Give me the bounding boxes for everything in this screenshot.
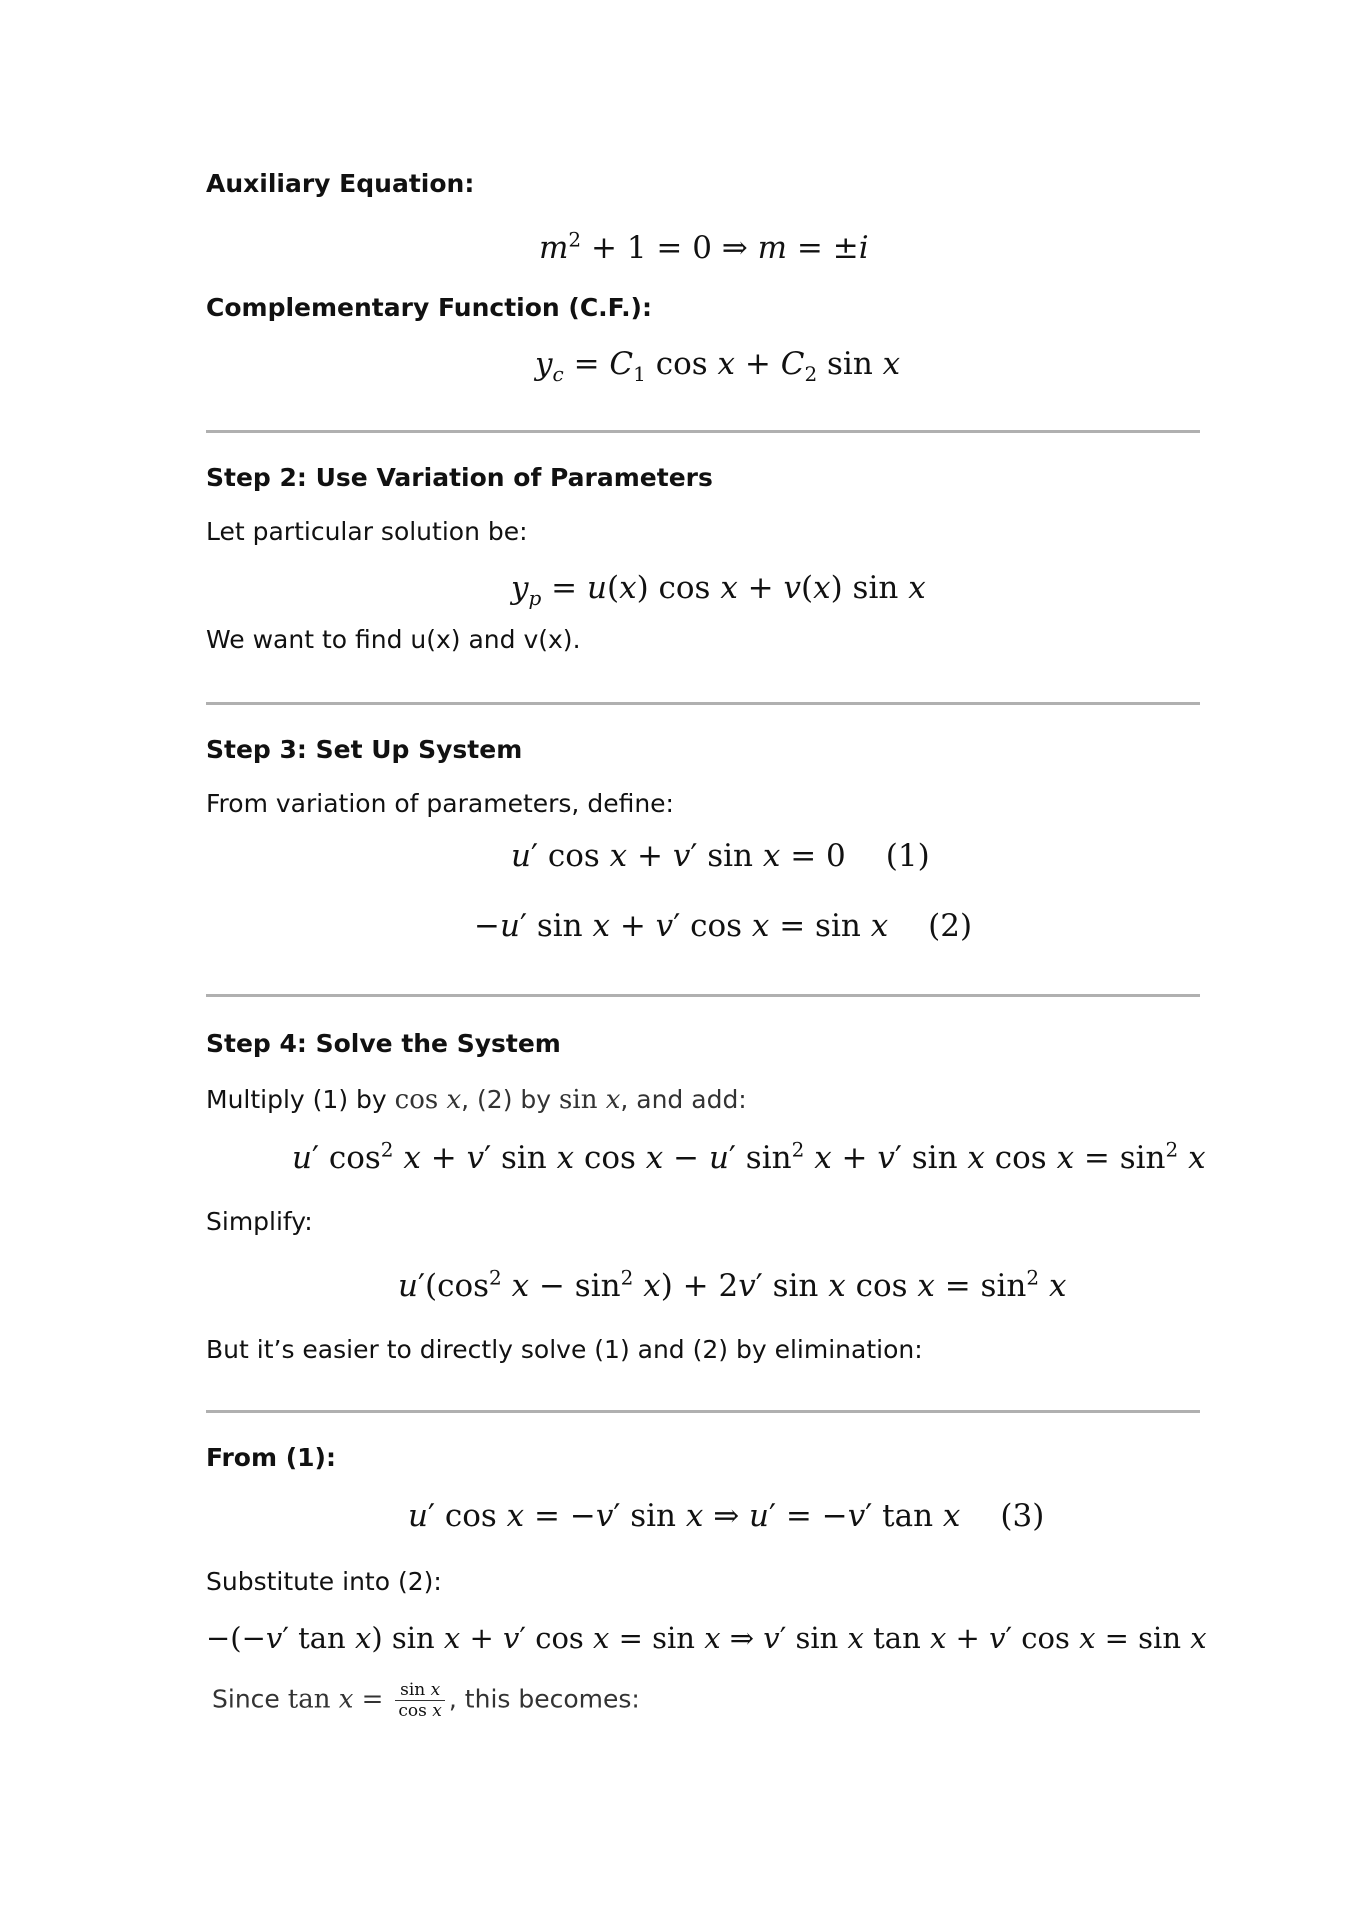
- divider: [206, 702, 1200, 705]
- text-comma: ,: [448, 1684, 457, 1714]
- text-let-particular: Let particular solution be:: [206, 517, 528, 546]
- text-multiply-suffix: , and add:: [620, 1085, 747, 1114]
- text-multiply-mid: , (2) by: [461, 1085, 560, 1114]
- text-since-prefix: Since: [212, 1684, 280, 1714]
- text-substitute: Substitute into (2):: [206, 1567, 442, 1596]
- equation-tag-2: (2): [928, 908, 973, 944]
- equation-substituted: −(−v′ tan x) sin x + v′ cos x = sin x ⇒ v′ sin x tan x + v′ cos x = sin x: [206, 1621, 1207, 1655]
- equation-tag-3: (3): [1000, 1498, 1045, 1534]
- fraction-denominator: cos x: [398, 1701, 442, 1721]
- equation-complementary: $y_c = C_1$ $\cos x + C_2$ sin x: [535, 346, 901, 387]
- equation-from-1: u′ cos x = −v′ sin x ⇒ u′ = −v′ tan x (3): [408, 1498, 1045, 1534]
- fraction-sin-over-cos: [395, 1680, 444, 1721]
- heading-complementary-function: Complementary Function (C.F.):: [206, 293, 652, 322]
- text-from-variation: From variation of parameters, define:: [206, 789, 674, 818]
- text-since-suffix: this becomes:: [456, 1684, 640, 1714]
- fraction-numerator: sin x: [395, 1680, 444, 1701]
- text-simplify: Simplify:: [206, 1207, 313, 1236]
- text-multiply: [206, 1084, 747, 1116]
- divider: [206, 430, 1200, 433]
- text-since: [212, 1680, 640, 1721]
- heading-step-4: Step 4: Solve the System: [206, 1029, 561, 1058]
- text-want-find: We want to find u(x) and v(x).: [206, 625, 581, 654]
- equation-simplified: $u'(\cos^2$ $x - \sin^2 x) + 2v'$ sin x $\cos x = \sin^2 x$: [398, 1265, 1067, 1304]
- heading-from-1: From (1):: [206, 1443, 336, 1472]
- heading-step-2: Step 2: Use Variation of Parameters: [206, 463, 713, 492]
- equation-particular: $y_p = u(x)$ cos x + v(x) sin x: [511, 570, 926, 611]
- heading-step-3: Step 3: Set Up System: [206, 735, 523, 764]
- equation-system-2: −u′ sin x + v′ cos x = sin x (2): [474, 908, 973, 944]
- divider: [206, 1410, 1200, 1413]
- inline-sin-x: sin x: [559, 1085, 621, 1115]
- text-multiply-prefix: Multiply (1) by: [206, 1085, 387, 1114]
- text-easier: But it’s easier to directly solve (1) and (2) by elimination:: [206, 1335, 923, 1364]
- divider: [206, 994, 1200, 997]
- equation-auxiliary: $m^2 + 1 = 0$ ⇒ m = ±i: [539, 227, 869, 266]
- equation-system-1: u′ cos x + v′ sin x = 0 (1): [511, 838, 930, 874]
- inline-cos-x: cos x: [394, 1085, 462, 1115]
- heading-auxiliary-equation: Auxiliary Equation:: [206, 169, 475, 198]
- equation-tag-1: (1): [885, 838, 930, 874]
- equation-multiplied: u′ $\cos^2 x + v'$ sin x cos x − u′ $\sin^2 x + v'$ sin x $\cos x = \sin^2 x$: [292, 1137, 1206, 1176]
- inline-tan-x: tan x =: [287, 1684, 384, 1715]
